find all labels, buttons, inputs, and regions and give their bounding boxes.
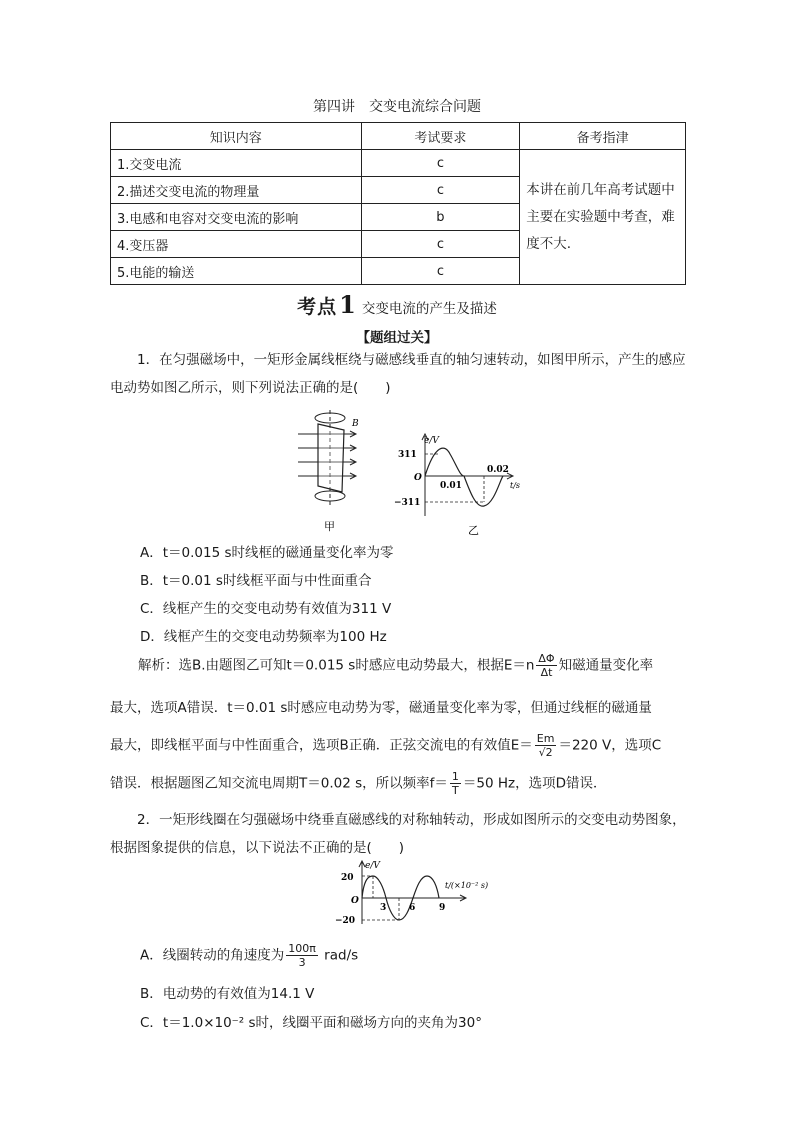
q2-option-c: C．t＝1.0×10⁻² s时，线圈平面和磁场方向的夹角为30°	[140, 1015, 482, 1031]
b-label: B	[352, 419, 359, 429]
analysis-line-3	[110, 732, 690, 759]
analysis-text: 解析：选B.由题图乙可知t＝0.015 s时感应电动势最大，根据E＝n	[138, 657, 535, 674]
y-tick-bottom: −20	[335, 916, 356, 926]
analysis-text: 错误．根据题图乙知交流电周期T＝0.02 s，所以频率f＝	[110, 775, 448, 792]
figure-yi	[390, 430, 530, 540]
fraction-numerator: Em	[536, 732, 555, 745]
analysis-text: ＝220 V，选项C	[558, 737, 662, 754]
analysis-line-4	[110, 770, 690, 797]
row-content: 5.电能的输送	[111, 258, 362, 285]
x-tick-1: 0.01	[440, 481, 462, 491]
requirements-table	[110, 122, 686, 285]
analysis-line-1	[138, 652, 718, 679]
row-requirement: b	[361, 204, 520, 231]
analysis-text: 最大，即线框平面与中性面重合，选项B正确．正弦交流电的有效值E＝	[110, 737, 533, 754]
row-content: 3.电感和电容对交变电流的影响	[111, 204, 362, 231]
analysis-text: 知磁通量变化率	[558, 657, 654, 674]
y-tick-top: 20	[341, 873, 354, 883]
table-header-row	[111, 123, 686, 150]
table-row	[111, 150, 686, 177]
row-requirement: c	[361, 150, 520, 177]
x-tick-9: 9	[439, 903, 446, 913]
fraction	[535, 732, 557, 759]
x-tick-3: 3	[380, 903, 387, 913]
analysis-line-2: 最大，选项A错误．t＝0.01 s时感应电动势为零，磁通量变化率为零，但通过线框的磁通量	[110, 700, 652, 716]
y-tick-bottom: −311	[394, 498, 421, 508]
q1-analysis	[110, 652, 690, 802]
sine-curve	[425, 448, 503, 506]
q2-option-b: B．电动势的有效值为14.1 V	[140, 986, 315, 1002]
x-tick-6: 6	[409, 903, 416, 913]
q2-stem: 2．一矩形线圈在匀强磁场中绕垂直磁感线的对称轴转动，形成如图所示的交变电动势图象，根据图象提供的信息，以下说法不正确的是( )	[110, 812, 686, 856]
page-title: 第四讲 交变电流综合问题	[313, 99, 481, 115]
row-content: 4.变压器	[111, 231, 362, 258]
fraction-numerator: 100π	[288, 942, 316, 955]
section-heading	[0, 290, 794, 319]
y-axis-label: e/V	[424, 436, 439, 446]
q1-option-b: B．t＝0.01 s时线框平面与中性面重合	[140, 573, 372, 589]
section-prefix: 考点	[297, 296, 338, 318]
row-content: 2.描述交变电流的物理量	[111, 177, 362, 204]
group-title: 【题组过关】	[356, 330, 438, 346]
fraction-denominator: Δt	[540, 666, 553, 679]
x-axis-label: t/(×10⁻² s)	[445, 881, 489, 890]
y-axis-label: e/V	[365, 861, 380, 871]
fraction-numerator: ΔΦ	[538, 652, 555, 665]
option-text: rad/s	[324, 947, 359, 964]
figure-jia-label: 甲	[324, 520, 335, 533]
row-requirement: c	[361, 231, 520, 258]
field-arrowheads	[350, 431, 356, 479]
x-axis-label: t/s	[510, 481, 521, 490]
analysis-text: ＝50 Hz，选项D错误．	[462, 775, 607, 792]
figure-yi-label: 乙	[468, 524, 479, 537]
figure-jia	[290, 408, 370, 533]
coil-frame	[318, 424, 344, 492]
origin-label: O	[351, 896, 359, 906]
row-content: 1.交变电流	[111, 150, 362, 177]
fraction	[450, 770, 461, 797]
fraction	[536, 652, 556, 679]
q1-option-d: D．线框产生的交变电动势频率为100 Hz	[140, 629, 387, 645]
origin-label: O	[414, 473, 422, 483]
q1-option-a: A．t＝0.015 s时线框的磁通量变化率为零	[140, 545, 394, 561]
option-text: A．线圈转动的角速度为	[140, 947, 285, 964]
header-content: 知识内容	[111, 123, 362, 150]
fraction-denominator: 3	[298, 956, 306, 969]
header-requirement: 考试要求	[361, 123, 520, 150]
x-tick-2: 0.02	[487, 465, 509, 475]
header-guide: 备考指津	[520, 123, 686, 150]
fraction-numerator: 1	[451, 770, 459, 783]
q2-option-a	[140, 942, 358, 969]
row-requirement: c	[361, 177, 520, 204]
section-title: 交变电流的产生及描述	[361, 301, 497, 317]
q1-option-c: C．线框产生的交变电动势有效值为311 V	[140, 601, 392, 617]
y-tick-top: 311	[398, 450, 417, 460]
q1-stem: 1．在匀强磁场中，一矩形金属线框绕与磁感线垂直的轴匀速转动，如图甲所示，产生的感应电动势如图乙所示，则下列说法正确的是( )	[110, 352, 686, 396]
section-number: 1	[339, 290, 356, 319]
figure-q2	[325, 858, 515, 930]
guide-cell: 本讲在前几年高考试题中主要在实验题中考查，难度不大.	[520, 150, 686, 285]
fraction-denominator: √2	[538, 746, 553, 759]
fraction	[286, 942, 318, 969]
fraction-denominator: T	[452, 784, 459, 797]
row-requirement: c	[361, 258, 520, 285]
